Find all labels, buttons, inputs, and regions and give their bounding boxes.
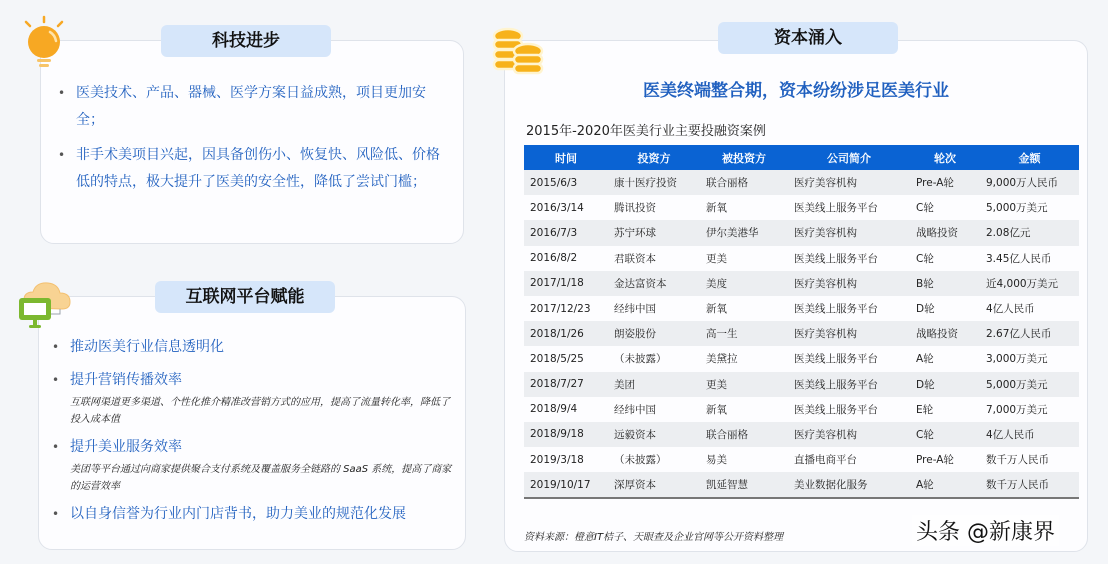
cell-profile: 医疗美容机构: [788, 321, 910, 346]
cell-date: 2016/7/3: [524, 220, 608, 245]
list-item: • 非手术美项目兴起，因具备创伤小、恢复快、风险低、价格低的特点，极大提升了医美的安全性，降低了尝试门槛；: [58, 142, 448, 196]
column-header: 时间: [524, 145, 608, 170]
cell-investor: 经纬中国: [614, 403, 656, 416]
cell-date: 2018/7/27: [524, 372, 608, 397]
cell-profile: 医美线上服务平台: [794, 403, 878, 416]
lightbulb-icon: [20, 14, 68, 76]
table-row: [524, 170, 1079, 195]
list-item: • 提升营销传播效率: [52, 367, 457, 394]
cell-profile: 医疗美容机构: [788, 220, 910, 245]
table-row: [524, 195, 1079, 220]
cell-profile: 医美线上服务平台: [794, 202, 878, 215]
cell-investee: 凯延智慧: [700, 472, 788, 497]
cell-date: 2015/6/3: [524, 170, 608, 195]
list-item: • 提升美业服务效率: [52, 434, 457, 461]
cell-date: 2018/9/18: [524, 422, 608, 447]
cell-amount: 3,000万美元: [986, 353, 1048, 366]
cell-amount: 4亿人民币: [980, 422, 1079, 447]
cell-investee: 美黛拉: [706, 353, 738, 366]
cell-date: 2019/3/18: [530, 453, 584, 466]
cell-investee: 新氧: [706, 202, 727, 215]
cloud-monitor-icon: [16, 278, 76, 336]
cell-round: E轮: [916, 403, 934, 416]
cell-investor: 腾讯投资: [614, 202, 656, 215]
table-row: [524, 447, 1079, 472]
cell-round: A轮: [910, 472, 980, 497]
list-item: • 推动医美行业信息透明化: [52, 334, 457, 361]
cell-date: 2018/5/25: [530, 352, 584, 365]
table-row: [524, 472, 1079, 497]
cell-date: 2017/1/18: [524, 271, 608, 296]
cell-investee: 高一生: [700, 321, 788, 346]
cell-date: 2018/1/26: [524, 321, 608, 346]
cell-investee: 易美: [706, 454, 727, 467]
internet-platform-list: [52, 334, 457, 528]
table-row: [524, 372, 1079, 397]
cell-date: 2016/8/2: [530, 252, 578, 265]
cell-investor: 远毅资本: [608, 422, 700, 447]
list-item-detail: 美团等平台通过向商家提供聚合支付系统及覆盖服务全链路的 SaaS 系统，提高了商家的运营效率: [70, 464, 452, 492]
tech-progress-list: [58, 80, 448, 196]
cell-profile: 医美线上服务平台: [788, 372, 910, 397]
cell-round: D轮: [916, 303, 935, 316]
cell-profile: 医美线上服务平台: [794, 353, 878, 366]
cell-investee: 更美: [706, 252, 727, 265]
cell-amount: 2.08亿元: [980, 220, 1079, 245]
cell-investee: 新氧: [706, 403, 727, 416]
cell-amount: 近4,000万美元: [980, 271, 1079, 296]
cell-round: 战略投资: [910, 220, 980, 245]
source-note: 资料来源：橙意IT桔子、天眼查及企业官网等公开资料整理: [524, 532, 784, 543]
table-bottom-rule: [524, 497, 1079, 499]
table-row: [524, 397, 1079, 422]
table-row: [524, 346, 1079, 371]
table-header-row: [524, 145, 1079, 170]
cell-investee: 美度: [700, 271, 788, 296]
cell-investee: 新氧: [706, 303, 727, 316]
table-row: [524, 246, 1079, 271]
table-row: [524, 271, 1079, 296]
cell-profile: 医疗美容机构: [788, 422, 910, 447]
column-header: 轮次: [910, 145, 980, 170]
cell-investee: 伊尔美港华: [700, 220, 788, 245]
cell-date: 2017/12/23: [530, 302, 591, 315]
watermark: 头条 @新康界: [912, 515, 1059, 546]
cell-round: B轮: [910, 271, 980, 296]
table-row: [524, 321, 1079, 346]
cell-amount: 3.45亿人民币: [986, 252, 1052, 265]
table-row: [524, 296, 1079, 321]
table-caption: 2015年-2020年医美行业主要投融资案例: [526, 124, 766, 139]
cell-investee: 联合丽格: [700, 422, 788, 447]
coins-icon: [490, 26, 546, 80]
column-header: 被投资方: [700, 145, 788, 170]
cell-amount: 数千万人民币: [986, 454, 1049, 467]
list-item: • 以自身信誉为行业内门店背书，助力美业的规范化发展: [52, 501, 457, 528]
cell-investor: 朗姿股份: [608, 321, 700, 346]
cell-round: C轮: [916, 252, 934, 265]
cell-investee: 更美: [700, 372, 788, 397]
tech-progress-title: 科技进步: [161, 25, 331, 57]
cell-amount: 5,000万美元: [980, 372, 1079, 397]
column-header: 投资方: [608, 145, 700, 170]
cell-amount: 数千万人民币: [980, 472, 1079, 497]
cell-round: C轮: [910, 422, 980, 447]
cell-amount: 2.67亿人民币: [980, 321, 1079, 346]
cell-investor: 康十医疗投资: [608, 170, 700, 195]
cell-round: D轮: [910, 372, 980, 397]
cell-profile: 医美线上服务平台: [794, 303, 878, 316]
cell-investor: 深厚资本: [608, 472, 700, 497]
cell-round: Pre-A轮: [916, 454, 954, 467]
cell-investor: （未披露）: [614, 353, 667, 366]
cell-round: A轮: [916, 353, 934, 366]
cell-date: 2016/3/14: [530, 201, 584, 214]
cell-amount: 7,000万美元: [986, 403, 1048, 416]
cell-investor: 苏宁环球: [608, 220, 700, 245]
investment-table: [524, 145, 1079, 497]
cell-amount: 5,000万美元: [986, 202, 1048, 215]
column-header: 公司简介: [788, 145, 910, 170]
cell-investee: 联合丽格: [700, 170, 788, 195]
table-row: [524, 220, 1079, 245]
table-row: [524, 422, 1079, 447]
capital-inflow-title: 资本涌入: [718, 22, 898, 54]
cell-profile: 医疗美容机构: [788, 271, 910, 296]
cell-amount: 4亿人民币: [986, 303, 1035, 316]
capital-headline: 医美终端整合期，资本纷纷涉足医美行业: [643, 81, 949, 101]
cell-profile: 直播电商平台: [794, 454, 857, 467]
cell-profile: 医美线上服务平台: [794, 252, 878, 265]
cell-round: C轮: [916, 202, 934, 215]
cell-amount: 9,000万人民币: [980, 170, 1079, 195]
cell-investor: 君联资本: [614, 252, 656, 265]
list-item: • 医美技术、产品、器械、医学方案日益成熟，项目更加安全；: [58, 80, 448, 134]
cell-investor: 美团: [608, 372, 700, 397]
cell-profile: 美业数据化服务: [788, 472, 910, 497]
column-header: 金额: [980, 145, 1079, 170]
list-item-detail: 互联网渠道更多渠道、个性化推介精准改营销方式的应用，提高了流量转化率，降低了投入成本值: [70, 397, 450, 425]
cell-date: 2018/9/4: [530, 403, 578, 416]
cell-investor: 金达富资本: [608, 271, 700, 296]
cell-date: 2019/10/17: [524, 472, 608, 497]
cell-round: 战略投资: [910, 321, 980, 346]
cell-round: Pre-A轮: [910, 170, 980, 195]
internet-platform-title: 互联网平台赋能: [155, 281, 335, 313]
cell-investor: （未披露）: [614, 454, 667, 467]
cell-investor: 经纬中国: [614, 303, 656, 316]
cell-profile: 医疗美容机构: [788, 170, 910, 195]
